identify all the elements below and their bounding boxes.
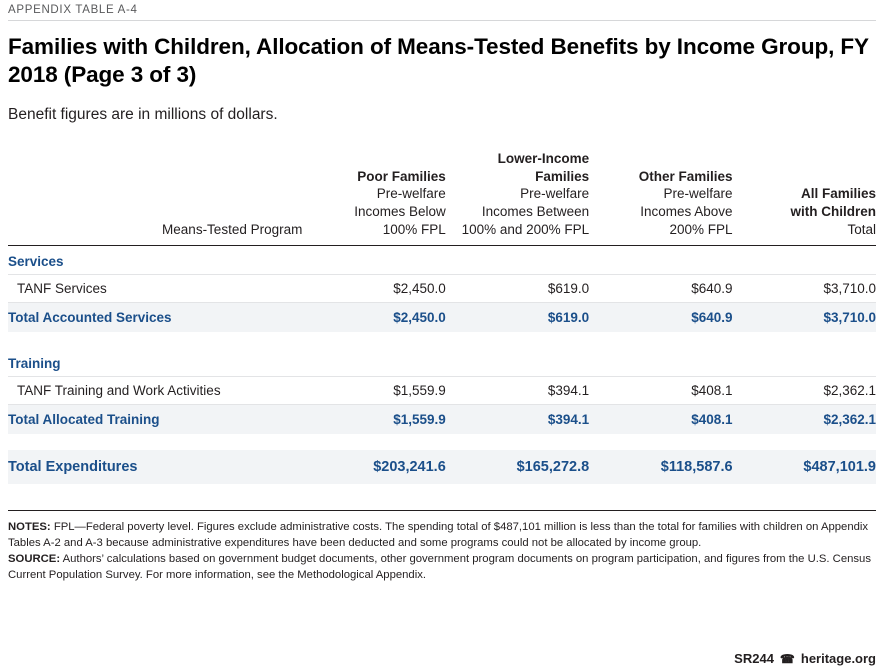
row-value-lower: $394.1 [446,376,589,404]
column-header-lower-income-line1: Pre-welfare [520,186,590,202]
row-value-all: $2,362.1 [733,376,876,404]
table-spacer-row [8,434,876,450]
table-header-row [8,150,876,246]
column-header-poor-families-line2: Incomes Below [354,204,446,220]
row-label: Total Expenditures [8,450,302,484]
column-header-all-families-title-line1: All Families [800,186,876,202]
table-spacer-row [8,332,876,348]
row-value-poor: $2,450.0 [302,302,445,332]
table-row [8,245,876,274]
row-label: Services [8,245,302,274]
spacer-cell [8,332,876,348]
row-value-all: $3,710.0 [733,302,876,332]
row-value-poor: $2,450.0 [302,274,445,302]
row-value-poor [302,348,445,377]
row-value-other: $408.1 [589,376,732,404]
notes-block [8,510,876,583]
page-title: Families with Children, Allocation of Means-Tested Benefits by Income Group, FY 2018 (Page 3 of 3) [8,34,869,88]
row-label: Training [8,348,302,377]
benefits-table [8,150,876,484]
table-row [8,302,876,332]
column-header-other-families-line1: Pre-welfare [663,186,733,202]
spacer-cell [8,434,876,450]
table-row-total-expenditures [8,450,876,484]
header-divider [8,20,876,21]
row-label: TANF Training and Work Activities [8,376,302,404]
footer [734,651,876,666]
row-value-all: $3,710.0 [733,274,876,302]
source-paragraph [8,551,876,583]
row-value-poor [302,245,445,274]
column-header-program: Means-Tested Program [8,150,302,246]
column-header-lower-income-title-line1: Lower-Income [497,150,590,166]
row-value-all: $487,101.9 [733,450,876,484]
column-header-lower-income-line2: Incomes Between [481,204,590,220]
notes-label: NOTES: [8,520,51,533]
row-value-lower [446,245,589,274]
report-id: SR244 [734,651,774,666]
row-value-other: $408.1 [589,404,732,434]
row-value-other: $118,587.6 [589,450,732,484]
row-value-poor: $203,241.6 [302,450,445,484]
row-value-other: $640.9 [589,274,732,302]
eyebrow-label: APPENDIX TABLE A-4 [8,4,138,16]
row-value-lower: $394.1 [446,404,589,434]
column-header-other-families [589,150,732,246]
column-header-other-families-line3: 200% FPL [669,221,733,237]
column-header-lower-income-line3: 100% and 200% FPL [461,221,590,237]
row-label: Total Accounted Services [8,302,302,332]
notes-text: FPL—Federal poverty level. Figures exclude administrative costs. The spending total of $487,101 million is less than the total for families with children on Appendix Tables A-2 and A-3 because administrative expenditures have been deducted and some programs could not be allocated by income group. [8,520,869,549]
column-header-other-families-title: Other Families [638,168,733,184]
row-value-other [589,245,732,274]
row-label: Total Allocated Training [8,404,302,434]
column-header-poor-families-line3: 100% FPL [382,221,446,237]
source-label: SOURCE: [8,552,61,565]
column-header-lower-income-families [446,150,589,246]
column-header-other-families-line2: Incomes Above [640,204,733,220]
column-header-all-families-line1: Total [847,221,876,237]
row-value-lower [446,348,589,377]
row-value-all [733,348,876,377]
table-row [8,404,876,434]
row-label: TANF Services [8,274,302,302]
column-header-all-families-title-line2: with Children [790,204,876,220]
row-value-other: $640.9 [589,302,732,332]
row-value-all [733,245,876,274]
row-value-poor: $1,559.9 [302,376,445,404]
column-header-poor-families [302,150,445,246]
row-value-other [589,348,732,377]
row-value-lower: $619.0 [446,302,589,332]
table-row [8,348,876,377]
column-header-poor-families-title: Poor Families [357,168,446,184]
site-label: heritage.org [800,651,876,666]
source-text: Authors’ calculations based on government budget documents, other government program documents on program participation, and figures from the U.S. Census Current Population Survey. For more information, see the Methodological Appendix. [8,552,871,581]
table-row [8,376,876,404]
page-subtitle: Benefit figures are in millions of dollars. [8,105,278,123]
table-body [8,245,876,484]
row-value-lower: $165,272.8 [446,450,589,484]
column-header-poor-families-line1: Pre-welfare [376,186,446,202]
column-header-all-families [733,150,876,246]
column-header-lower-income-title-line2: Families [535,168,590,184]
row-value-lower: $619.0 [446,274,589,302]
notes-paragraph [8,519,876,551]
table-row [8,274,876,302]
heritage-logo-icon: ☎ [779,651,795,666]
row-value-poor: $1,559.9 [302,404,445,434]
row-value-all: $2,362.1 [733,404,876,434]
